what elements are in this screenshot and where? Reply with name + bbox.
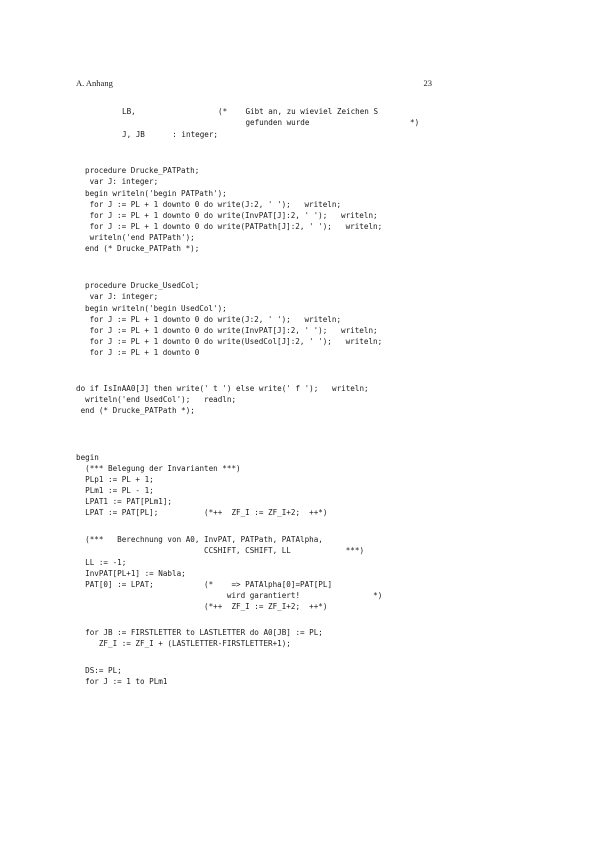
code-line: LL := -1; <box>76 558 127 567</box>
code-line: LPAT := PAT[PL]; (*++ ZF_I := ZF_I+2; ++*) <box>76 508 328 517</box>
code-line: CCSHIFT, CSHIFT, LL ***) <box>76 546 365 555</box>
code-line: PAT[0] := LPAT; (* => PATAlpha[0]=PAT[PL] <box>76 580 333 589</box>
section-title: A. Anhang <box>76 78 113 88</box>
code-line: LPAT1 := PAT[PLm1]; <box>76 497 173 506</box>
code-line: writeln('end PATPath'); <box>85 233 195 242</box>
code-line: for J := PL + 1 downto 0 do write(InvPAT[J]:2, ' '); writeln; <box>85 326 378 335</box>
code-line: PLm1 := PL - 1; <box>76 486 154 495</box>
code-line: procedure Drucke_PATPath; <box>85 166 200 175</box>
code-line: DS:= PL; <box>76 666 122 675</box>
code-line: var J: integer; <box>85 177 159 186</box>
code-line: gefunden wurde *) <box>122 118 420 127</box>
code-line: for JB := FIRSTLETTER to LASTLETTER do A0[JB] := PL; <box>76 628 323 637</box>
code-line: for J := PL + 1 downto 0 do write(UsedCol[J]:2, ' '); writeln; <box>85 337 383 346</box>
code-line: begin writeln('begin PATPath'); <box>85 189 227 198</box>
code-line: PLp1 := PL + 1; <box>76 475 154 484</box>
code-line: end (* Drucke_PATPath *); <box>85 244 200 253</box>
code-line: begin <box>76 453 99 462</box>
code-line: writeln('end UsedCol'); readln; <box>76 395 237 404</box>
code-line: (*++ ZF_I := ZF_I+2; ++*) <box>76 602 328 611</box>
page-header <box>76 78 432 92</box>
code-line: J, JB : integer; <box>122 130 219 139</box>
code-line: end (* Drucke_PATPath *); <box>76 406 195 415</box>
code-line: (*** Belegung der Invarianten ***) <box>76 464 241 473</box>
code-line: wird garantiert! *) <box>76 591 383 600</box>
code-line: for J := 1 to PLm1 <box>76 677 168 686</box>
code-line: for J := PL + 1 downto 0 do write(J:2, ' '); writeln; <box>85 315 342 324</box>
code-line: ZF_I := ZF_I + (LASTLETTER-FIRSTLETTER+1); <box>76 639 291 648</box>
code-line: for J := PL + 1 downto 0 <box>85 348 200 357</box>
code-line: InvPAT[PL+1] := Nabla; <box>76 569 186 578</box>
code-line: var J: integer; <box>85 292 159 301</box>
code-line: begin writeln('begin UsedCol'); <box>85 304 227 313</box>
code-line: LB, (* Gibt an, zu wieviel Zeichen S <box>122 107 379 116</box>
code-line: for J := PL + 1 downto 0 do write(J:2, ' '); writeln; <box>85 200 342 209</box>
code-line: procedure Drucke_UsedCol; <box>85 281 200 290</box>
page-number: 23 <box>423 78 432 88</box>
code-line: do if IsInAA0[J] then write(' t ') else write(' f '); writeln; <box>76 384 369 393</box>
code-line: for J := PL + 1 downto 0 do write(PATPath[J]:2, ' '); writeln; <box>85 222 383 231</box>
code-line: for J := PL + 1 downto 0 do write(InvPAT[J]:2, ' '); writeln; <box>85 211 378 220</box>
code-line: (*** Berechnung von A0, InvPAT, PATPath, PATAlpha, <box>76 535 323 544</box>
